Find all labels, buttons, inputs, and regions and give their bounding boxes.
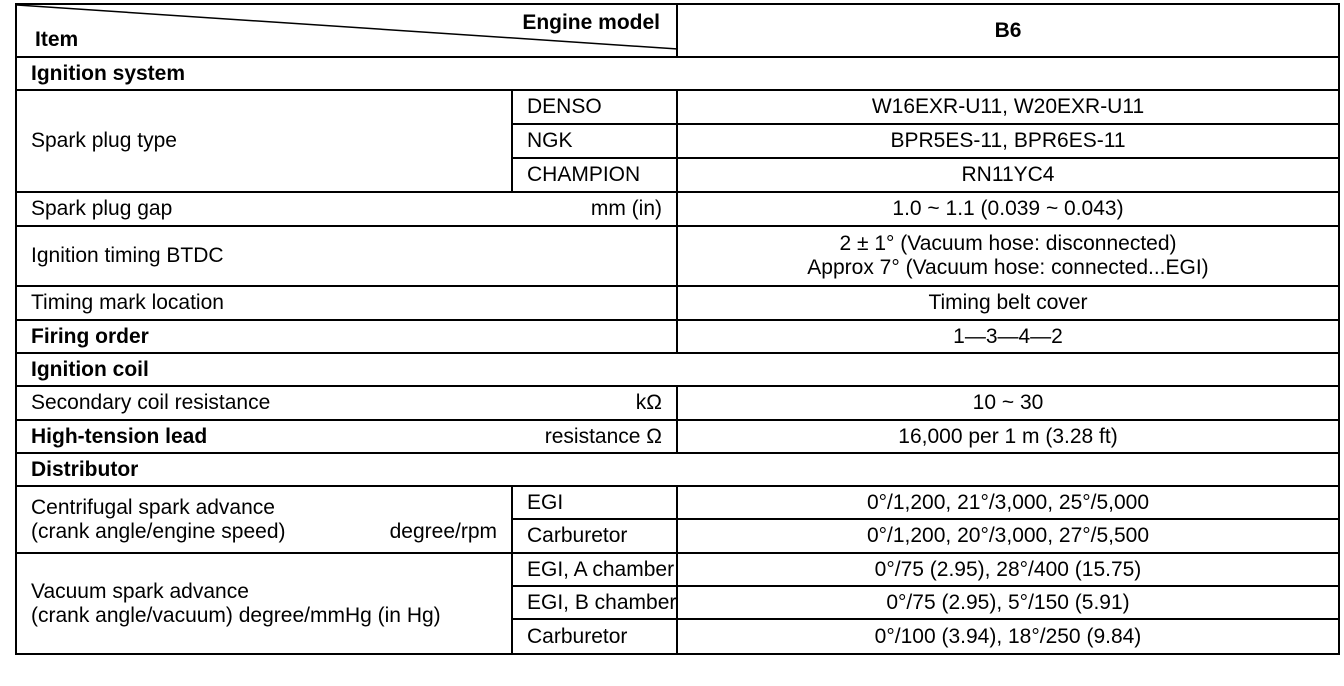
section-distributor: Distributor bbox=[16, 453, 1339, 486]
engine-model-label: Engine model bbox=[522, 11, 660, 34]
spark-plug-gap-cell bbox=[16, 192, 677, 226]
table-row bbox=[16, 420, 1339, 453]
table-row bbox=[16, 286, 1339, 320]
vacuum-value: 0°/100 (3.94), 18°/250 (9.84) bbox=[677, 619, 1339, 654]
spark-plug-brand: CHAMPION bbox=[512, 158, 677, 192]
vacuum-type: EGI, A chamber bbox=[512, 553, 677, 586]
vacuum-label bbox=[16, 553, 512, 654]
centrifugal-type: Carburetor bbox=[512, 519, 677, 553]
spark-plug-brand: NGK bbox=[512, 124, 677, 158]
table-row bbox=[16, 90, 1339, 124]
secondary-coil-unit: kΩ bbox=[635, 391, 662, 414]
ignition-timing-line: Approx 7° (Vacuum hose: connected...EGI) bbox=[807, 256, 1209, 279]
table-row bbox=[16, 192, 1339, 226]
spark-plug-gap-label: Spark plug gap bbox=[31, 197, 173, 220]
ignition-timing-line: 2 ± 1° (Vacuum hose: disconnected) bbox=[839, 232, 1177, 255]
section-row bbox=[16, 57, 1339, 90]
section-row bbox=[16, 453, 1339, 486]
vacuum-type: Carburetor bbox=[512, 619, 677, 654]
section-ignition-coil: Ignition coil bbox=[16, 353, 1339, 386]
spark-plug-value: RN11YC4 bbox=[677, 158, 1339, 192]
firing-order-value: 1—3—4—2 bbox=[677, 320, 1339, 353]
model-header: B6 bbox=[677, 4, 1339, 57]
firing-order-label: Firing order bbox=[16, 320, 677, 353]
centrifugal-value: 0°/1,200, 21°/3,000, 25°/5,000 bbox=[677, 486, 1339, 519]
high-tension-label: High-tension lead bbox=[31, 424, 208, 448]
secondary-coil-cell bbox=[16, 386, 677, 420]
secondary-coil-label: Secondary coil resistance bbox=[31, 391, 271, 414]
table-row bbox=[16, 386, 1339, 420]
timing-mark-value: Timing belt cover bbox=[677, 286, 1339, 320]
high-tension-unit: resistance Ω bbox=[544, 424, 662, 448]
vacuum-value: 0°/75 (2.95), 5°/150 (5.91) bbox=[677, 586, 1339, 619]
spark-plug-type-label: Spark plug type bbox=[16, 90, 512, 192]
centrifugal-label bbox=[16, 486, 512, 553]
high-tension-value: 16,000 per 1 m (3.28 ft) bbox=[677, 420, 1339, 453]
vacuum-value: 0°/75 (2.95), 28°/400 (15.75) bbox=[677, 553, 1339, 586]
vacuum-line: Vacuum spark advance bbox=[31, 579, 249, 603]
timing-mark-label: Timing mark location bbox=[16, 286, 677, 320]
section-ignition-system: Ignition system bbox=[16, 57, 1339, 90]
ignition-spec-table bbox=[15, 3, 1340, 655]
spark-plug-value: W16EXR-U11, W20EXR-U11 bbox=[677, 90, 1339, 124]
high-tension-cell bbox=[16, 420, 677, 453]
spark-plug-gap-value: 1.0 ~ 1.1 (0.039 ~ 0.043) bbox=[677, 192, 1339, 226]
ignition-timing-value bbox=[677, 226, 1339, 286]
spark-plug-gap-unit: mm (in) bbox=[590, 197, 662, 220]
spark-plug-value: BPR5ES-11, BPR6ES-11 bbox=[677, 124, 1339, 158]
table-row bbox=[16, 486, 1339, 519]
centrifugal-line: (crank angle/engine speed) bbox=[31, 519, 286, 543]
header-corner-cell bbox=[16, 4, 677, 57]
section-row bbox=[16, 353, 1339, 386]
centrifugal-unit: degree/rpm bbox=[389, 519, 497, 543]
ignition-timing-label: Ignition timing BTDC bbox=[16, 226, 677, 286]
spark-plug-brand: DENSO bbox=[512, 90, 677, 124]
header-row bbox=[16, 4, 1339, 57]
centrifugal-line: Centrifugal spark advance bbox=[31, 495, 275, 519]
table-row bbox=[16, 226, 1339, 286]
secondary-coil-value: 10 ~ 30 bbox=[677, 386, 1339, 420]
centrifugal-type: EGI bbox=[512, 486, 677, 519]
centrifugal-value: 0°/1,200, 20°/3,000, 27°/5,500 bbox=[677, 519, 1339, 553]
vacuum-type: EGI, B chamber bbox=[512, 586, 677, 619]
vacuum-line: (crank angle/vacuum) degree/mmHg (in Hg) bbox=[31, 603, 441, 627]
table-row bbox=[16, 553, 1339, 586]
item-label: Item bbox=[35, 28, 79, 51]
table-row bbox=[16, 320, 1339, 353]
